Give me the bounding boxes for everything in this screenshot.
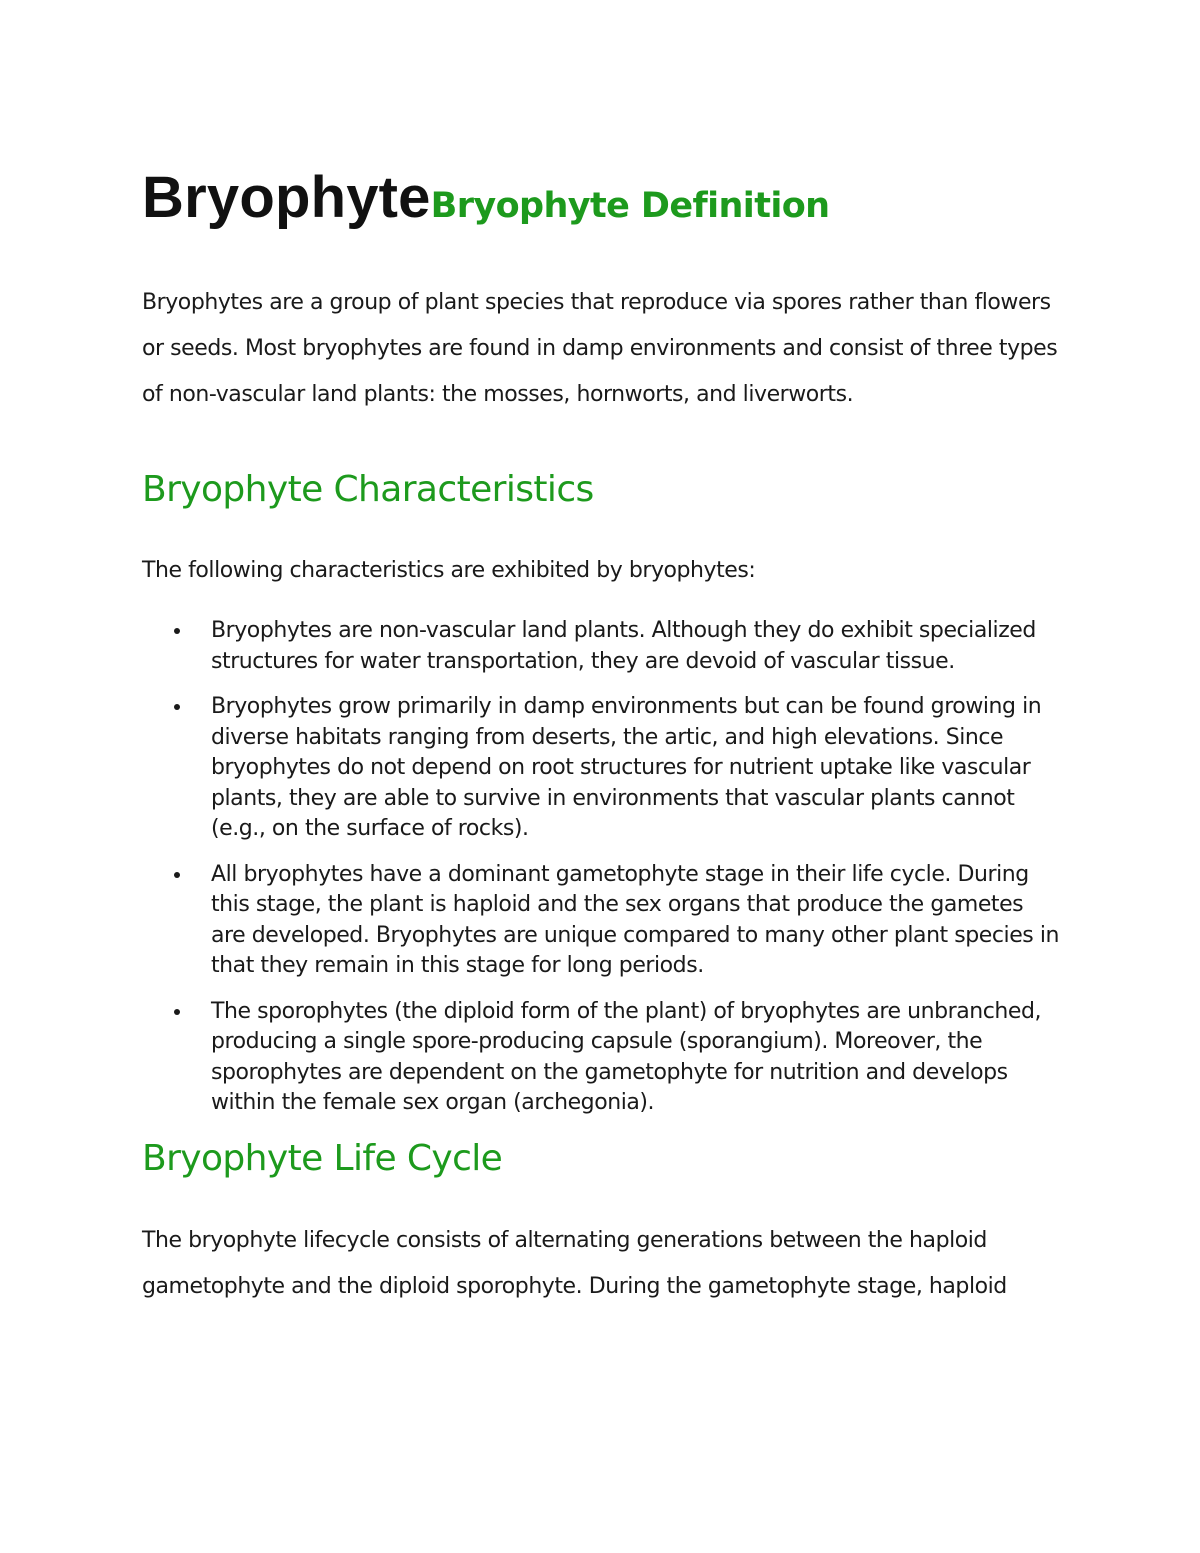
bullet-icon [174, 628, 180, 634]
intro-paragraph: Bryophytes are a group of plant species that reproduce via spores rather than flowers or seeds. Most bryophytes are found in damp environments and consist of three types of non-vascular land plants: the mosses, hornworts, and liverworts. [142, 290, 1058, 407]
list-item-text: Bryophytes are non-vascular land plants. Although they do exhibit specialized structures for water transportation, they are devoid of vascular tissue. [211, 618, 1036, 674]
heading-life-cycle: Bryophyte Life Cycle [142, 1137, 503, 1179]
list-item-text: All bryophytes have a dominant gametophyte stage in their life cycle. During this stage, the plant is haploid and the sex organs that produce the gametes are developed. Bryophytes are unique compared to many other plant species in that they remain in this stage for long periods. [211, 861, 1059, 978]
document-content [142, 160, 1062, 1310]
list-item [142, 616, 1062, 677]
list-item [142, 997, 1062, 1119]
list-item [142, 692, 1062, 845]
bullet-icon [174, 704, 180, 710]
characteristics-intro: The following characteristics are exhibited by bryophytes: [142, 558, 756, 583]
document-title: Bryophyte [142, 165, 431, 230]
bullet-icon [174, 1009, 180, 1015]
list-item-text: Bryophytes grow primarily in damp environments but can be found growing in diverse habitats ranging from deserts, the artic, and high elevations. Since bryophytes do not depend on root structures for nutrient uptake like vascular plants, they are able to survive in environments that vascular plants cannot (e.g., on the surface of rocks). [211, 694, 1042, 841]
bullet-icon [174, 872, 180, 878]
title-line [142, 160, 1062, 244]
list-item [142, 860, 1062, 982]
heading-characteristics: Bryophyte Characteristics [142, 469, 594, 510]
characteristics-list [142, 616, 1062, 1119]
life-cycle-paragraph: The bryophyte lifecycle consists of alternating generations between the haploid gametophyte and the diploid sporophyte. During the gametophyte stage, haploid [142, 1227, 1007, 1299]
document-subtitle: Bryophyte Definition [430, 186, 830, 226]
list-item-text: The sporophytes (the diploid form of the plant) of bryophytes are unbranched, producing a single spore-producing capsule (sporangium). Moreover, the sporophytes are dependent on the gametophyte for nutrition and develops within the female sex organ (archegonia). [211, 998, 1042, 1115]
